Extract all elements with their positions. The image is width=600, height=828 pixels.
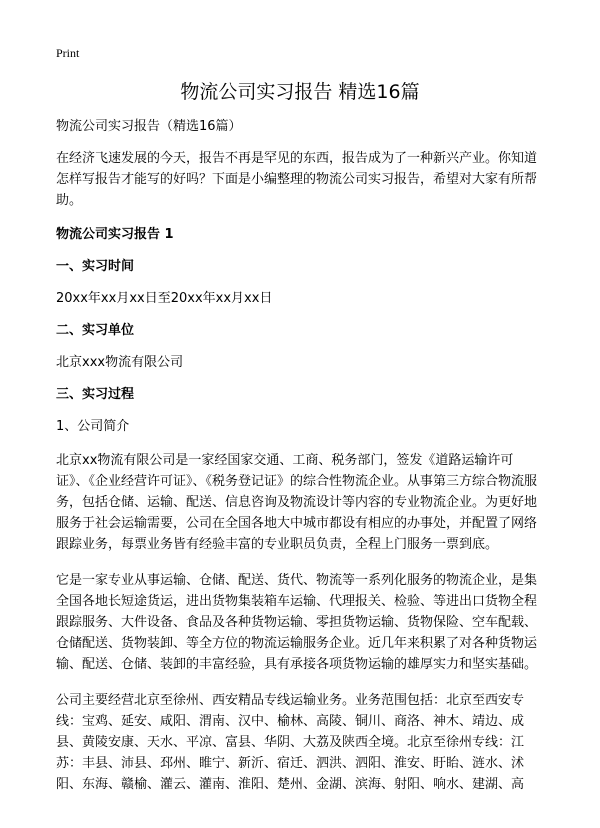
section2-heading: 二、实习单位 [56, 323, 135, 338]
internship-period: 20xx年xx月xx日至20xx年xx月xx日 [56, 291, 273, 306]
intro-paragraph: 在经济飞速发展的今天，报告不再是罕见的东西，报告成为了一种新兴产业。你知道怎样写报告才能写的好吗？下面是小编整理的物流公司实习报告，希望对大家有所帮助。 [56, 151, 538, 208]
report-heading: 物流公司实习报告 1 [56, 227, 174, 242]
document-body [56, 118, 544, 810]
document-title: 物流公司实习报告 精选16篇 [180, 81, 420, 103]
internship-company: 北京xxx物流有限公司 [56, 355, 184, 370]
company-paragraph-1: 北京xx物流有限公司是一家经国家交通、工商、税务部门，签发《道路运输许可证》、《企业经营许可证》、《税务登记证》的综合性物流企业。从事第三方综合物流服务，包括仓储、运输、配送、信息咨询及物流设计等内容的专业物流企业。为更好地服务于社会运输需要，公司在全国各地大中城市都设有相应的办事处，并配置了网络跟踪业务，每票业务皆有经验丰富的专业职员负责，全程上门服务一票到底。 [56, 453, 538, 552]
section3-heading: 三、实习过程 [56, 387, 135, 402]
company-paragraph-2: 它是一家专业从事运输、仓储、配送、货代、物流等一系列化服务的物流企业，是集全国各地长短途货运，进出货物集装箱车运输、代理报关、检验、等进出口货物全程跟踪服务、大件设备、食品及各种货物运输、零担货物运输、货物保险、空车配载、仓储配送、货物装卸、等全方位的物流运输服务企业。近几年来积累了对各种货物运输、配送、仓储、装卸的丰富经验，具有承接各项货物运输的雄厚实力和坚实基础。 [56, 573, 538, 672]
company-paragraph-3: 公司主要经营北京至徐州、西安精品专线运输业务。业务范围包括：北京至西安专线：宝鸡、延安、咸阳、渭南、汉中、榆林、高陵、铜川、商洛、神木、靖边、成县、黄陵安康、天水、平凉、富县、华阴、大荔及陕西全境。北京至徐州专线：江苏：丰县、沛县、邳州、睢宁、新沂、宿迁、泗洪、泗阳、淮安、盱眙、涟水、沭阳、东海、赣榆、灌云、灌南、淮阳、楚州、金湖、滨海、射阳、响水、建湖、高 [56, 693, 525, 792]
company-intro-heading: 1、公司简介 [56, 419, 130, 434]
print-label: Print [56, 46, 80, 60]
section1-heading: 一、实习时间 [56, 259, 135, 274]
document-subtitle: 物流公司实习报告（精选16篇） [56, 119, 242, 134]
